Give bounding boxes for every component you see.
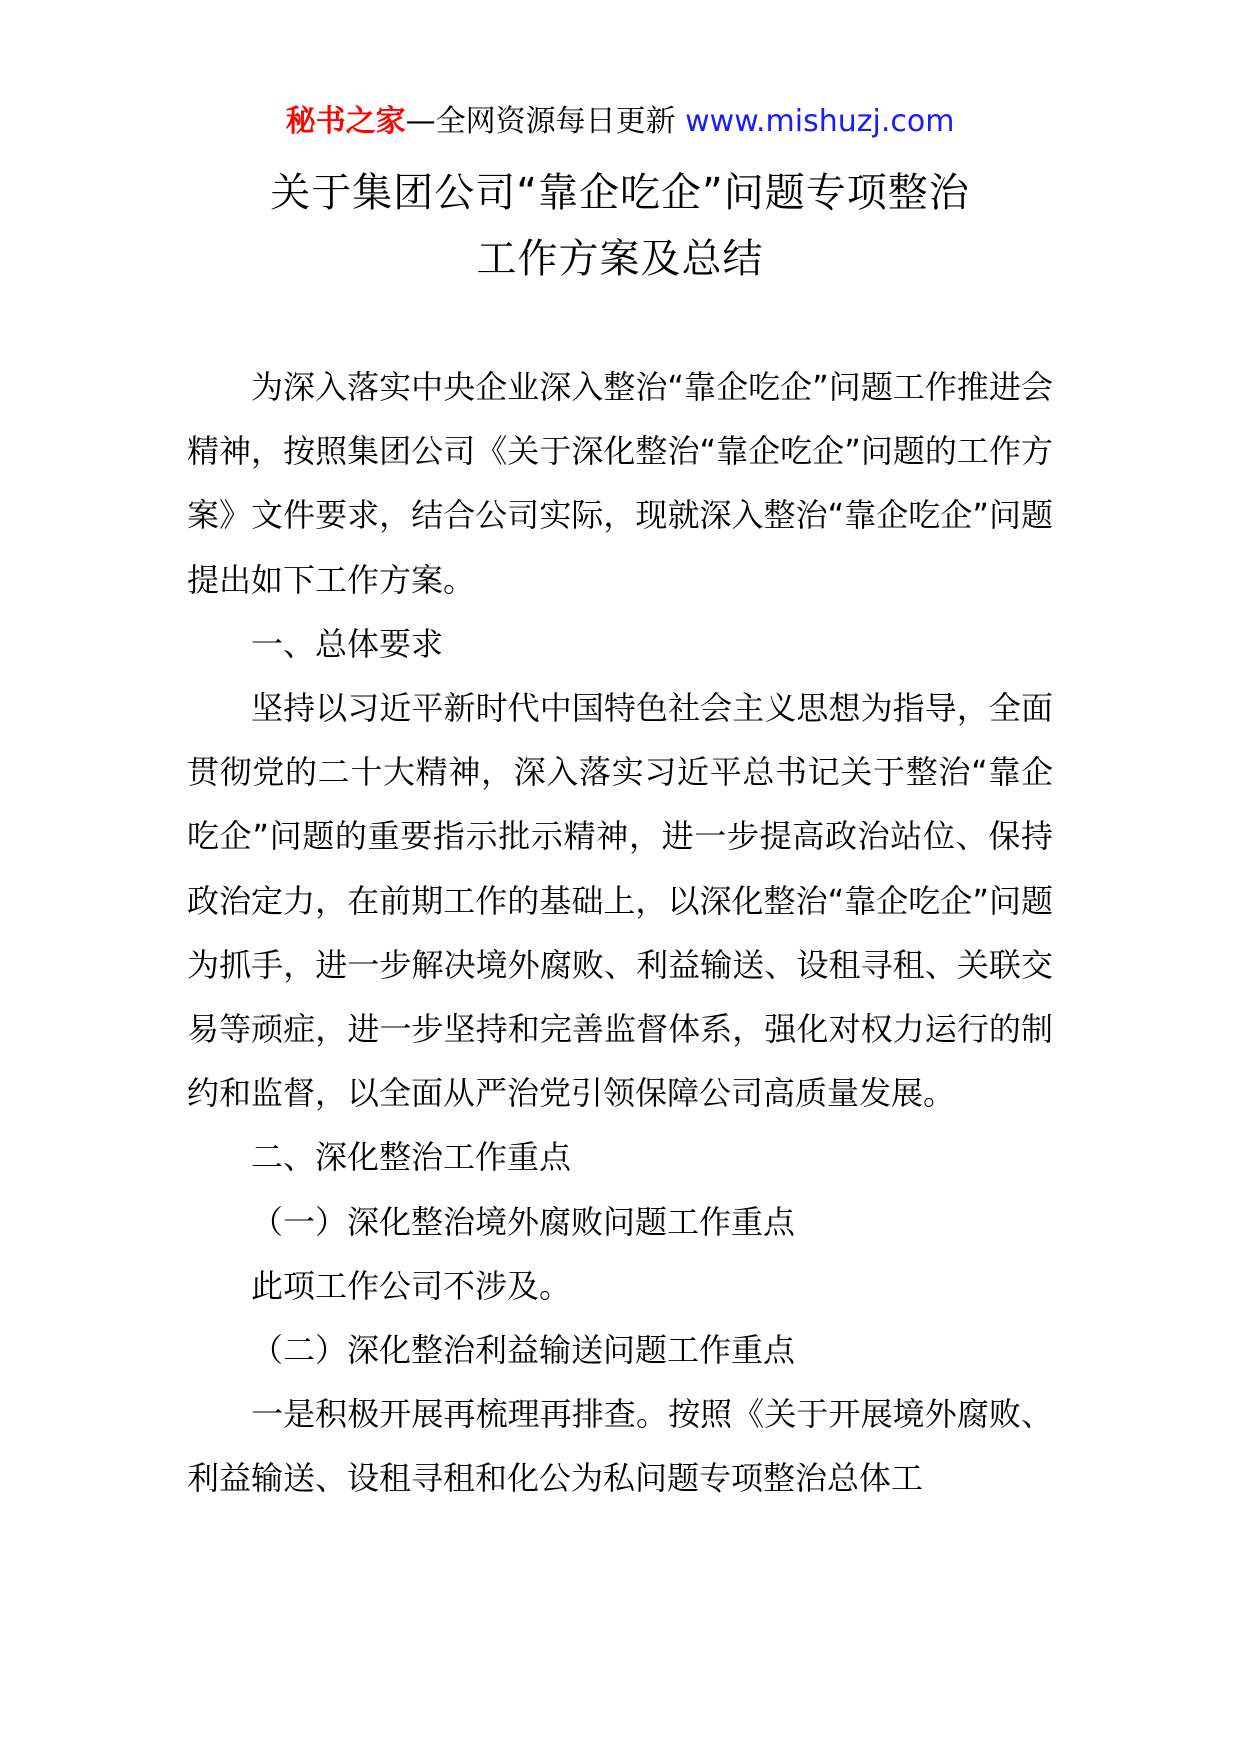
document-body [187,355,1053,1511]
section-heading-1: 一、总体要求 [251,624,444,663]
general-requirements-paragraph: 坚持以习近平新时代中国特色社会主义思想为指导，全面贯彻党的二十大精神，深入落实习近平总书记关于整治“靠企吃企”问题的重要指示批示精神，进一步提高政治站位、保持政治定力，在前期工作的基础上，以深化整治“靠企吃企”问题为抓手，进一步解决境外腐败、利益输送、设租寻租、关联交易等顽症，进一步坚持和完善监督体系，强化对权力运行的制约和监督，以全面从严治党引领保障公司高质量发展。 [187,689,1053,1113]
title-line-2: 工作方案及总结 [476,236,764,282]
subsection-heading-2: （二）深化整治利益输送问题工作重点 [251,1331,796,1370]
document-title [150,160,1090,292]
subsection-1-paragraph: 此项工作公司不涉及。 [251,1266,572,1305]
intro-paragraph: 为深入落实中央企业深入整治“靠企吃企”问题工作推进会精神，按照集团公司《关于深化整治“靠企吃企”问题的工作方案》文件要求，结合公司实际，现就深入整治“靠企吃企”问题提出如下工作方案。 [187,368,1053,599]
header-tagline: —全网资源每日更新 [405,104,676,139]
section-heading-2: 二、深化整治工作重点 [251,1138,572,1177]
source-header [0,100,1240,144]
title-line-1: 关于集团公司“靠企吃企”问题专项整治 [270,170,970,216]
site-url-link[interactable]: www.mishuzj.com [685,104,955,139]
brand-name: 秘书之家 [285,104,406,139]
subsection-2-paragraph: 一是积极开展再梳理再排查。按照《关于开展境外腐败、利益输送、设租寻租和化公为私问题专项整治总体工 [187,1395,1053,1498]
subsection-heading-1: （一）深化整治境外腐败问题工作重点 [251,1202,796,1241]
